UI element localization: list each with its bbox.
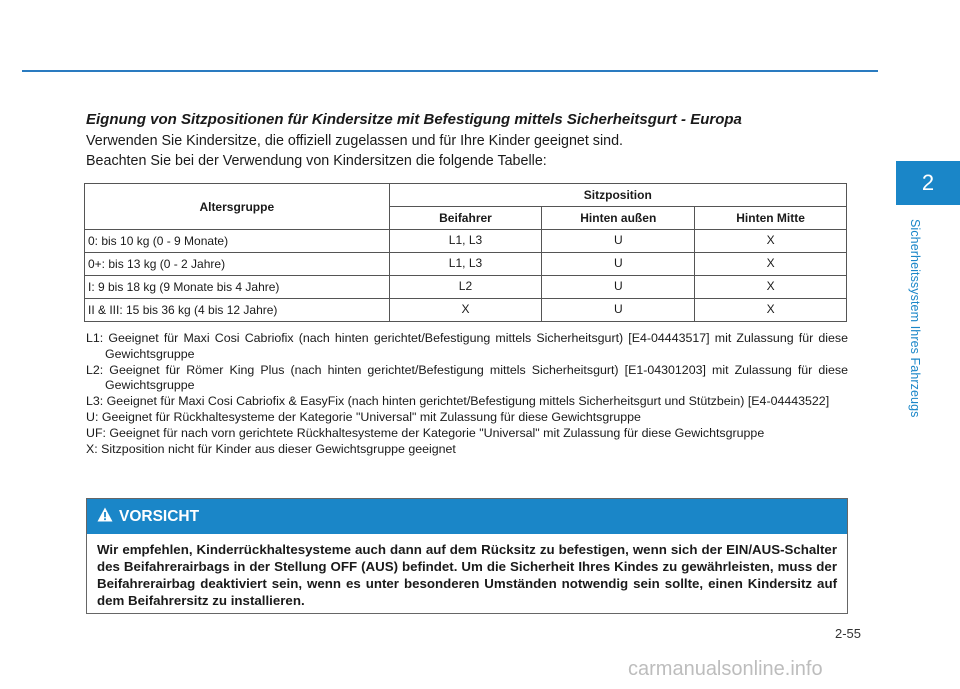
cell-passenger: L1, L3 — [389, 230, 542, 253]
warning-triangle-icon — [97, 507, 113, 527]
header-seat-position: Sitzposition — [389, 184, 846, 207]
row-age-label: II & III: 15 bis 36 kg (4 bis 12 Jahre) — [85, 299, 390, 322]
section-heading: Eignung von Sitzpositionen für Kindersitze mit Befestigung mittels Sicherheitsgurt - Europa — [86, 111, 742, 128]
caution-text: Wir empfehlen, Kinderrückhaltesysteme auch dann auf dem Rücksitz zu befestigen, wenn sich der EIN/AUS-Schalter des Beifahrerairbags in der Stellung OFF (AUS) befindet. Um die Sicherheit Ihres Kindes zu gewährleisten, muss der Beifahrerairbag deaktiviert sein, wenn es unter besonderen Umständen notwendig sein sollte, einen Kindersitz auf dem Beifahrersitz zu installieren. — [97, 542, 837, 608]
intro-line-1: Verwenden Sie Kindersitze, die offiziell zugelassen und für Ihre Kinder geeignet sind. — [86, 133, 623, 149]
watermark: carmanualsonline.info — [628, 658, 823, 680]
cell-passenger: L1, L3 — [389, 253, 542, 276]
cell-rear-center: X — [695, 276, 847, 299]
seat-suitability-table — [84, 183, 847, 322]
table-row — [85, 253, 847, 276]
cell-rear-outer: U — [542, 230, 695, 253]
chapter-tab — [896, 161, 960, 433]
table-row — [85, 276, 847, 299]
legend-note-x: X: Sitzposition nicht für Kinder aus dieser Gewichtsgruppe geeignet — [86, 441, 456, 456]
header-rear-outer: Hinten außen — [542, 207, 695, 230]
table-header-row — [85, 184, 847, 207]
page-number: 2-55 — [835, 626, 862, 641]
top-rule — [22, 70, 878, 72]
row-age-label: 0: bis 10 kg (0 - 9 Monate) — [85, 230, 390, 253]
cell-rear-outer: U — [542, 253, 695, 276]
cell-rear-center: X — [695, 230, 847, 253]
header-passenger: Beifahrer — [389, 207, 542, 230]
legend-note-u: U: Geeignet für Rückhaltesysteme der Kategorie "Universal" mit Zulassung für diese Gewichtsgruppe — [86, 409, 641, 424]
legend-note-l3: L3: Geeignet für Maxi Cosi Cabriofix & EasyFix (nach hinten gerichtet/Befestigung mittels Sicherheitsgurt und Stützbein) [E4-04443522] — [86, 394, 830, 409]
cell-rear-outer: U — [542, 276, 695, 299]
legend-note-l1: L1: Geeignet für Maxi Cosi Cabriofix (nach hinten gerichtet/Befestigung mittels Sicherheitsgurt) [E4-04443517] mit Zulassung für diese Gewichtsgruppe — [86, 331, 848, 361]
header-rear-center: Hinten Mitte — [695, 207, 847, 230]
caution-header — [87, 499, 847, 534]
caution-box — [86, 498, 848, 614]
legend-note-uf: UF: Geeignet für nach vorn gerichtete Rückhaltesysteme der Kategorie "Universal" mit Zulassung für diese Gewichtsgruppe — [86, 425, 765, 440]
caution-title: VORSICHT — [119, 507, 200, 525]
row-age-label: I: 9 bis 18 kg (9 Monate bis 4 Jahre) — [85, 276, 390, 299]
header-age-group: Altersgruppe — [85, 184, 390, 230]
cell-rear-center: X — [695, 253, 847, 276]
legend-note-l2: L2: Geeignet für Römer King Plus (nach hinten gerichtet/Befestigung mittels Sicherheitsgurt) [E1-04301203] mit Zulassung für diese Gewichtsgruppe — [86, 362, 848, 393]
cell-passenger: X — [389, 299, 542, 322]
chapter-number: 2 — [896, 161, 960, 205]
row-age-label: 0+: bis 13 kg (0 - 2 Jahre) — [85, 253, 390, 276]
table-row — [85, 230, 847, 253]
intro-line-2: Beachten Sie bei der Verwendung von Kindersitzen die folgende Tabelle: — [86, 153, 547, 169]
table-legend — [86, 331, 848, 457]
cell-rear-center: X — [695, 299, 847, 322]
cell-passenger: L2 — [389, 276, 542, 299]
table-row — [85, 299, 847, 322]
cell-rear-outer: U — [542, 299, 695, 322]
chapter-title: Sicherheitssystem Ihres Fahrzeugs — [908, 219, 922, 418]
